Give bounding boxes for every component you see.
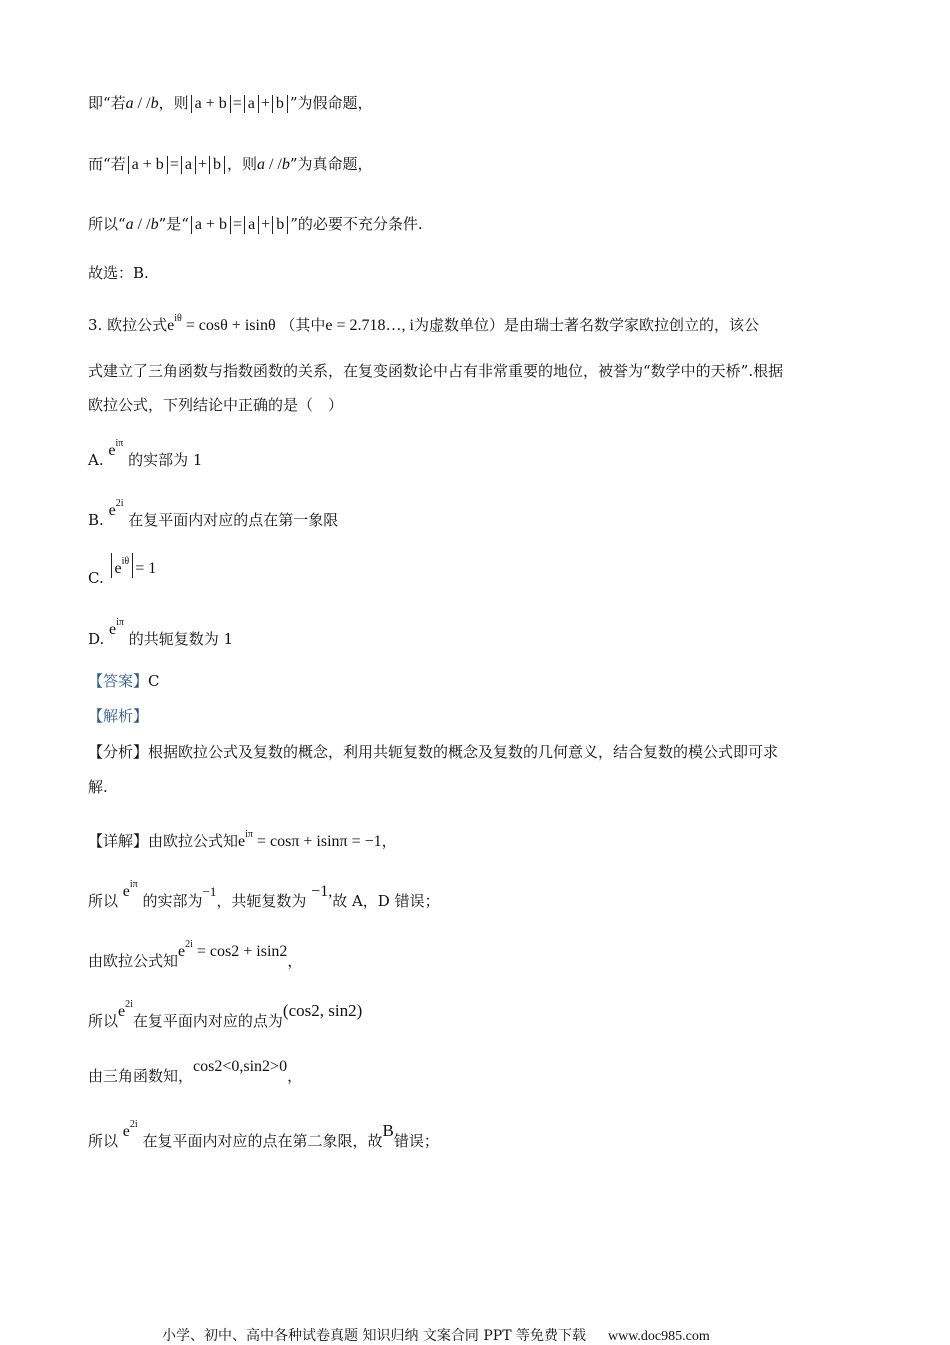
line-3: 所以“a / /b”是“ a + b = a + b ”的必要不充分条件.	[88, 215, 423, 233]
option-c: C. $e^{i\theta} = 1$	[88, 563, 156, 590]
page-footer	[162, 1325, 710, 1345]
line-choice: 故选：B.	[88, 264, 149, 282]
question-3-line-2: 式建立了三角函数与指数函数的关系，在复变函数论中占有非常重要的地位，被誉为“数学中的天桥”.根据	[88, 362, 784, 380]
question-3-line-1: 3. 欧拉公式$e^{i\theta} = \cos\theta + isin\theta$ （其中e = 2.718…, i为虚数单位）是由瑞士著名数学家欧拉创立的，该公	[88, 313, 759, 334]
option-b: B. $e^{2i}$ 在复平面内对应的点在第一象限	[88, 498, 339, 529]
answer: 【答案】C	[88, 672, 160, 690]
option-a: A. $e^{i\pi}$ 的实部为 1	[88, 438, 203, 469]
line-1: 即“若a / /b，则 a + b = a + b ”为假命题，	[88, 94, 373, 112]
footer-text: 小学、初中、高中各种试卷真题 知识归纳 文案合同 PPT 等免费下载	[162, 1328, 586, 1344]
abs-a-plus-b: a + b	[191, 95, 231, 113]
detail-line-1: 【详解】由欧拉公式知$e^{i\pi} = \cos\pi + isin\pi = -1$，	[88, 829, 397, 850]
fenxi-line-1: 【分析】根据欧拉公式及复数的概念，利用共轭复数的概念及复数的几何意义，结合复数的模公式即可求	[88, 743, 779, 761]
detail-line-2: 所以 $e^{i\pi}$ 的实部为−1，共轭复数为 −1,故 A，D 错误；	[88, 879, 440, 910]
detail-line-4: 所以$e^{2i}$在复平面内对应的点为(cos2, sin2)	[88, 999, 363, 1030]
analysis-tag: 【解析】	[88, 707, 149, 725]
footer-url[interactable]: www.doc985.com	[607, 1329, 710, 1344]
fenxi-line-2: 解.	[88, 778, 108, 796]
detail-line-3: 由欧拉公式知$e^{2i} = \cos 2 + isin2$，	[88, 939, 303, 970]
option-d: D. $e^{i\pi}$ 的共轭复数为 1	[88, 617, 234, 648]
line-2: 而“若 a + b = a + b ，则a / /b”为真命题，	[88, 155, 373, 173]
answer-tag: 【答案】	[88, 672, 149, 690]
detail-line-6: 所以 $e^{2i}$ 在复平面内对应的点在第二象限，故B错误；	[88, 1119, 439, 1150]
detail-line-5: 由三角函数知，cos2<0,sin2>0，	[88, 1058, 303, 1085]
question-3-line-3: 欧拉公式，下列结论中正确的是（ ）	[88, 396, 344, 414]
